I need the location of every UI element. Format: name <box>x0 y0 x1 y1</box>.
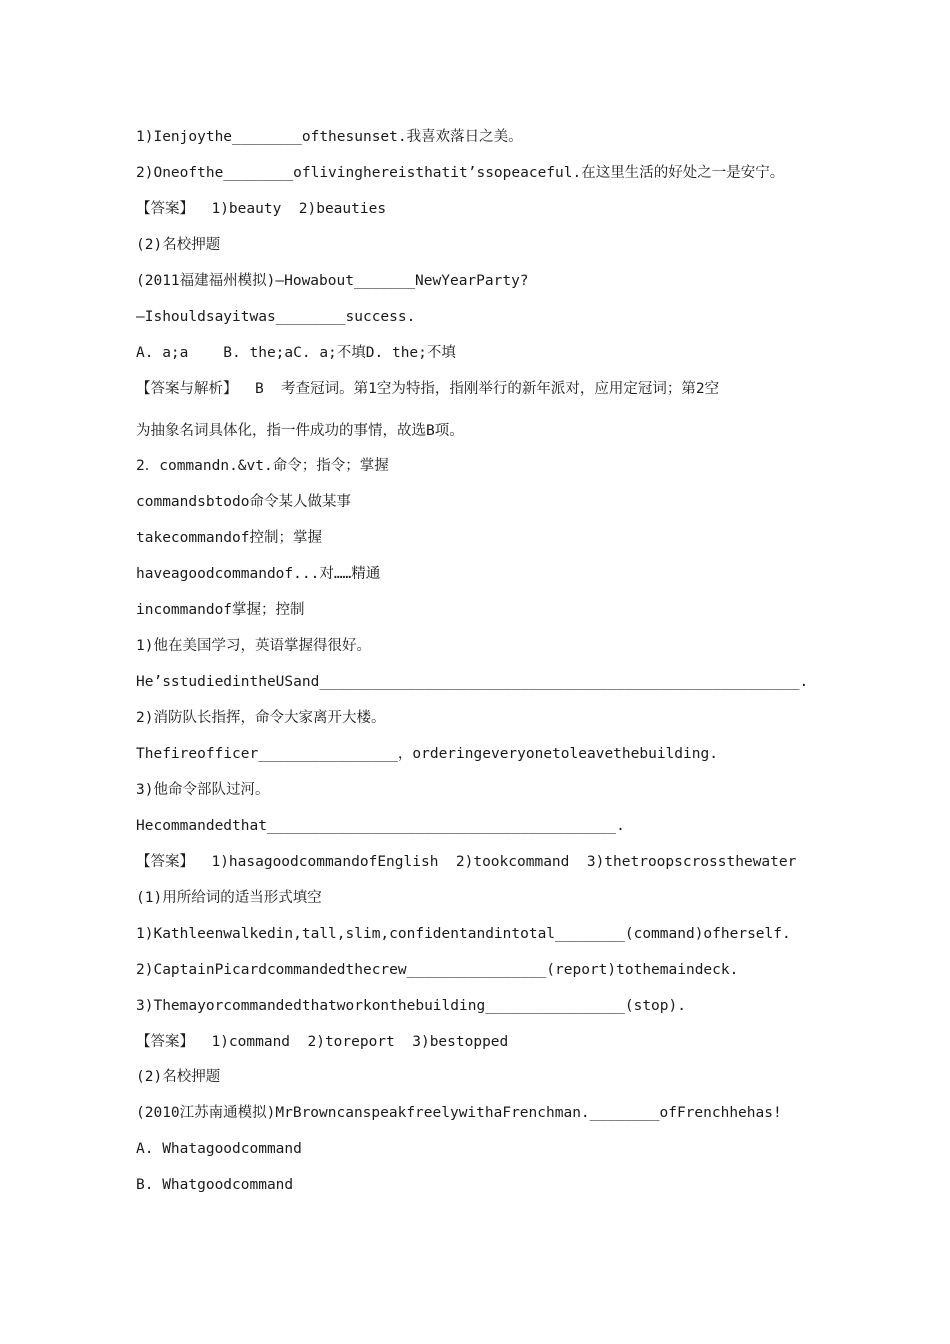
exercise-line: 3)Themayorcommandedthatworkonthebuilding________________(stop). <box>136 998 686 1014</box>
answer-line: 【答案】 1)command 2)toreport 3)bestopped <box>136 1034 509 1050</box>
phrase-line: incommandof掌握；控制 <box>136 602 305 618</box>
exercise-line: Hecommandedthat________________________________________. <box>136 818 625 834</box>
exercise-line: Thefireofficer________________，orderingeveryonetoleavethebuilding. <box>136 746 718 762</box>
section-heading: (2)名校押题 <box>136 1069 221 1085</box>
question-line: (2011福建福州模拟)—Howabout_______NewYearParty? <box>136 273 529 289</box>
option-line: A. Whatagoodcommand <box>136 1141 302 1157</box>
answer-line: 【答案】 1)hasagoodcommandofEnglish 2)tookcommand 3)thetroopscrossthewater <box>136 854 797 870</box>
section-heading: (2)名校押题 <box>136 237 221 253</box>
exercise-line: 1)Ienjoythe________ofthesunset.我喜欢落日之美。 <box>136 129 523 145</box>
answer-explanation-line: 为抽象名词具体化，指一件成功的事情，故选B项。 <box>136 423 464 439</box>
option-line: B. Whatgoodcommand <box>136 1177 294 1193</box>
exercise-line: 1)他在美国学习，英语掌握得很好。 <box>136 638 371 654</box>
section-heading: (1)用所给词的适当形式填空 <box>136 890 322 906</box>
answer-explanation-line: 【答案与解析】 B 考查冠词。第1空为特指，指刚举行的新年派对，应用定冠词；第2空 <box>136 381 720 397</box>
exercise-line: 2)CaptainPicardcommandedthecrew________________(report)tothemaindeck. <box>136 962 739 978</box>
question-line: (2010江苏南通模拟)MrBrowncanspeakfreelywithaFrenchman.________ofFrenchhehas! <box>136 1105 782 1121</box>
options-line: A. a;a B. the;aC. a;不填D. the;不填 <box>136 345 456 361</box>
exercise-line: He’sstudiedintheUSand_______________________________________________________. <box>136 674 809 690</box>
phrase-line: takecommandof控制；掌握 <box>136 530 322 546</box>
vocab-heading: 2．commandn.&vt.命令；指令；掌握 <box>136 458 389 474</box>
exercise-line: 2)消防队长指挥，命令大家离开大楼。 <box>136 710 386 726</box>
exercise-line: 2)Oneofthe________oflivinghereisthatit’ssopeaceful.在这里生活的好处之一是安宁。 <box>136 165 785 181</box>
exercise-line: 3)他命令部队过河。 <box>136 782 270 798</box>
answer-line: 【答案】 1)beauty 2)beauties <box>136 201 387 217</box>
phrase-line: commandsbtodo命令某人做某事 <box>136 494 351 510</box>
exercise-line: 1)Kathleenwalkedin,tall,slim,confidentandintotal________(command)ofherself. <box>136 926 791 942</box>
question-line: —Ishouldsayitwas________success. <box>136 309 416 325</box>
phrase-line: haveagoodcommandof...对……精通 <box>136 566 381 582</box>
